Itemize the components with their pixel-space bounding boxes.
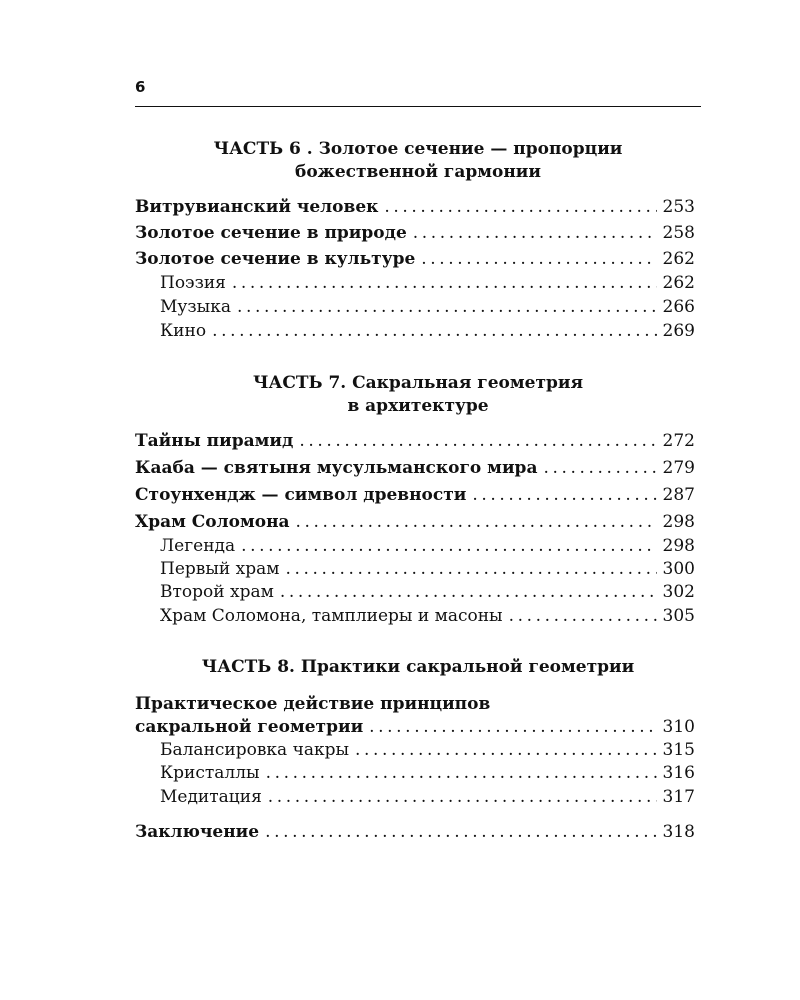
dot-leader — [280, 581, 657, 604]
toc-entry-page: 300 — [662, 559, 695, 579]
toc-subentry[interactable] — [160, 535, 695, 558]
dot-leader — [384, 196, 656, 219]
toc-entry[interactable] — [135, 457, 695, 480]
part-7-title — [135, 372, 701, 418]
dot-leader — [509, 605, 657, 628]
toc-subentry[interactable] — [160, 558, 695, 581]
toc-entry-label: Золотое сечение в природе — [135, 223, 407, 243]
toc-entry[interactable] — [135, 430, 695, 453]
toc-entry-page: 298 — [662, 512, 695, 532]
dot-leader — [543, 457, 656, 480]
dot-leader — [237, 296, 657, 319]
toc-subentry[interactable] — [160, 581, 695, 604]
toc-entry-page: 317 — [662, 787, 695, 807]
page-number: 6 — [135, 78, 146, 96]
dot-leader — [421, 248, 656, 271]
toc-entry-label: Кааба — святыня мусульманского мира — [135, 458, 538, 478]
toc-entry-label: Второй храм — [160, 582, 274, 602]
toc-entry-conclusion[interactable] — [135, 821, 695, 844]
toc-entry-label: Медитация — [160, 787, 262, 807]
toc-entry-label: Балансировка чакры — [160, 740, 350, 760]
toc-entry-label: Храм Соломона, тамплиеры и масоны — [160, 606, 503, 626]
toc-entry-page: 262 — [662, 273, 695, 293]
dot-leader — [299, 430, 656, 453]
toc-entry-label: Первый храм — [160, 559, 280, 579]
part-title-line: ЧАСТЬ 6 . Золотое сечение — пропорции — [213, 139, 623, 159]
part-8-title — [135, 656, 701, 679]
toc-entry[interactable] — [135, 716, 695, 739]
dot-leader — [296, 511, 657, 534]
part-6-title — [135, 138, 701, 184]
toc-entry-page: 298 — [662, 536, 695, 556]
toc-subentry[interactable] — [160, 786, 695, 809]
toc-entry-label: Стоунхендж — символ древности — [135, 485, 467, 505]
dot-leader — [268, 786, 657, 809]
toc-entry[interactable] — [135, 248, 695, 271]
toc-subentry[interactable] — [160, 296, 695, 319]
toc-entry-page: 253 — [662, 197, 695, 217]
dot-leader — [266, 762, 657, 785]
toc-entry-label: Кино — [160, 321, 207, 341]
toc-subentry[interactable] — [160, 605, 695, 628]
toc-entry-page: 262 — [662, 249, 695, 269]
toc-entry-label: сакральной геометрии — [135, 717, 364, 737]
toc-subentry[interactable] — [160, 762, 695, 785]
toc-entry-page: 266 — [662, 297, 695, 317]
toc-entry-label: Музыка — [160, 297, 231, 317]
toc-entry-label: Легенда — [160, 536, 236, 556]
toc-entry-page: 302 — [662, 582, 695, 602]
toc-entry-page: 315 — [662, 740, 695, 760]
toc-entry-page: 269 — [662, 321, 695, 341]
part-title-line: в архитектуре — [347, 396, 489, 416]
toc-entry[interactable] — [135, 484, 695, 507]
dot-leader — [265, 821, 656, 844]
dot-leader — [285, 558, 656, 581]
toc-entry-page: 258 — [662, 223, 695, 243]
part-title-line: ЧАСТЬ 7. Сакральная геометрия — [252, 373, 584, 393]
dot-leader — [413, 222, 657, 245]
toc-entry-page: 279 — [662, 458, 695, 478]
toc-entry-page: 318 — [662, 822, 695, 842]
part-title-line: божественной гармонии — [294, 162, 541, 182]
toc-entry-label: Поэзия — [160, 273, 226, 293]
dot-leader — [369, 716, 656, 739]
toc-entry-label: Храм Соломона — [135, 512, 290, 532]
toc-subentry[interactable] — [160, 739, 695, 762]
toc-entry-label: Тайны пирамид — [135, 431, 294, 451]
header-rule — [135, 106, 701, 107]
dot-leader — [241, 535, 656, 558]
dot-leader — [472, 484, 656, 507]
toc-entry-page: 272 — [662, 431, 695, 451]
toc-entry-page: 287 — [662, 485, 695, 505]
part-title-line: ЧАСТЬ 8. Практики сакральной геометрии — [201, 657, 635, 677]
toc-entry-label-line1[interactable]: Практическое действие принципов — [135, 694, 491, 714]
toc-entry-page: 310 — [662, 717, 695, 737]
toc-entry-label: Кристаллы — [160, 763, 260, 783]
dot-leader — [355, 739, 657, 762]
toc-entry-page: 316 — [662, 763, 695, 783]
toc-entry-label: Золотое сечение в культуре — [135, 249, 416, 269]
toc-entry-page: 305 — [662, 606, 695, 626]
toc-entry[interactable] — [135, 196, 695, 219]
toc-entry-label: Витрувианский человек — [135, 197, 379, 217]
toc-entry-label: Заключение — [135, 822, 260, 842]
toc-entry[interactable] — [135, 222, 695, 245]
toc-subentry[interactable] — [160, 272, 695, 295]
dot-leader — [212, 320, 656, 343]
dot-leader — [232, 272, 657, 295]
toc-subentry[interactable] — [160, 320, 695, 343]
toc-entry[interactable] — [135, 511, 695, 534]
